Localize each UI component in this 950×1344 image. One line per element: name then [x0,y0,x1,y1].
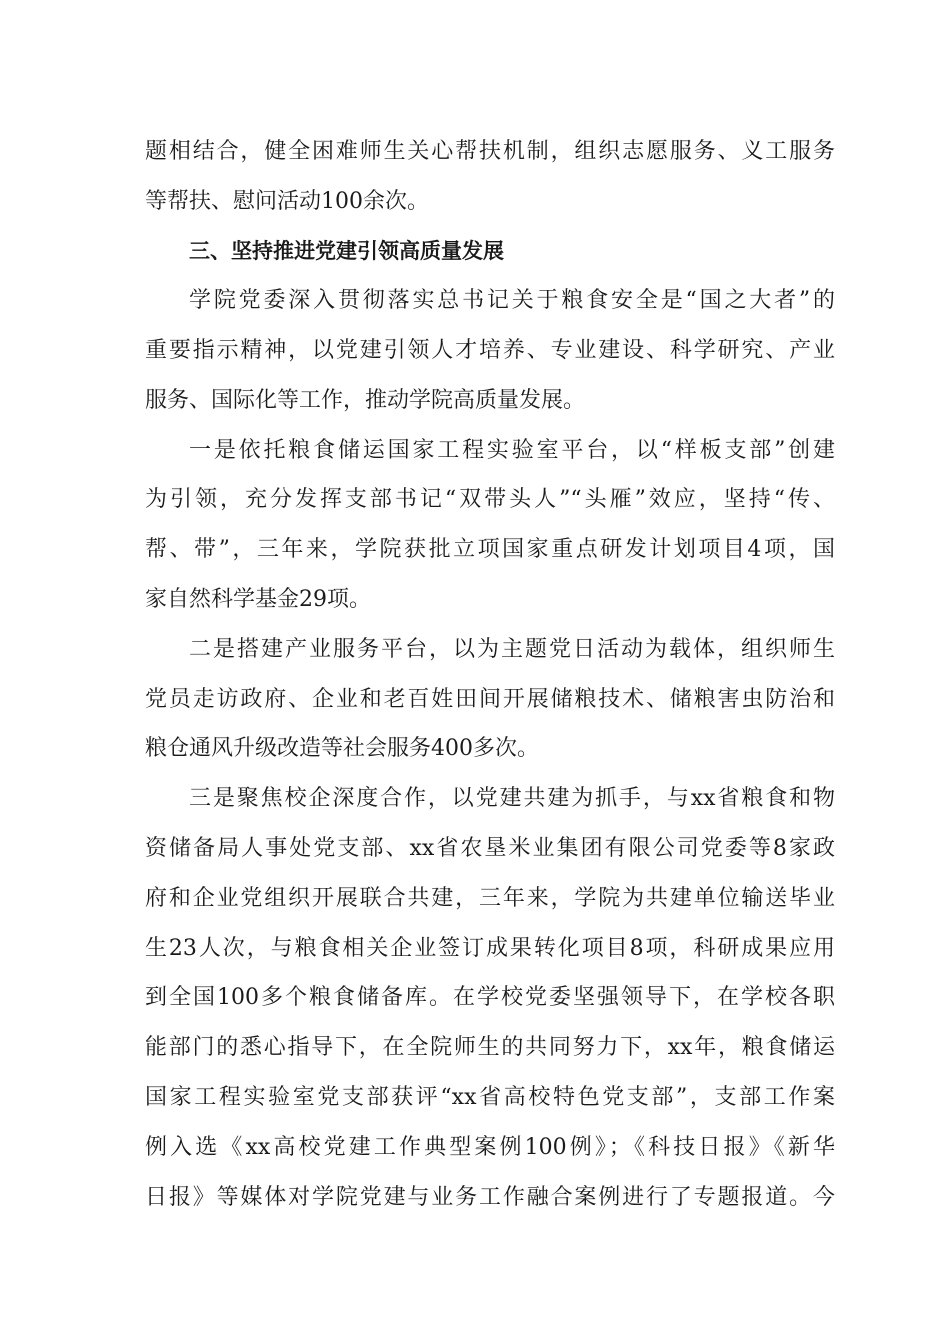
paragraph-line: 一是依托粮食储运国家工程实验室平台，以“样板支部”创建 [189,438,835,463]
paragraph-line: 题相结合，健全困难师生关心帮扶机制，组织志愿服务、义工服务 [145,139,835,164]
paragraph-line: 国家工程实验室党支部获评“xx省高校特色党支部”，支部工作案 [145,1085,835,1110]
paragraph-line: 府和企业党组织开展联合共建，三年来，学院为共建单位输送毕业 [145,886,835,911]
paragraph-line: 到全国100多个粮食储备库。在学校党委坚强领导下，在学校各职 [145,985,835,1010]
paragraph-line: 学院党委深入贯彻落实总书记关于粮食安全是“国之大者”的 [189,288,835,313]
paragraph-line: 二是搭建产业服务平台，以为主题党日活动为载体，组织师生 [189,637,835,662]
paragraph-line: 家自然科学基金29项。 [145,587,371,612]
paragraph-line: 粮仓通风升级改造等社会服务400多次。 [145,736,539,761]
paragraph-line: 帮、带”，三年来，学院获批立项国家重点研发计划项目4项，国 [145,537,835,562]
paragraph-line: 为引领，充分发挥支部书记“双带头人”“头雁”效应，坚持“传、 [145,487,835,512]
paragraph-line: 生23人次，与粮食相关企业签订成果转化项目8项，科研成果应用 [145,936,835,961]
paragraph-line: 党员走访政府、企业和老百姓田间开展储粮技术、储粮害虫防治和 [145,687,835,712]
paragraph-line: 资储备局人事处党支部、xx省农垦米业集团有限公司党委等8家政 [145,836,835,861]
paragraph-line: 日报》等媒体对学院党建与业务工作融合案例进行了专题报道。今 [145,1185,835,1210]
paragraph-line: 等帮扶、慰问活动100余次。 [145,189,429,214]
paragraph-line: 服务、国际化等工作，推动学院高质量发展。 [145,388,586,413]
section-heading: 三、坚持推进党建引领高质量发展 [189,239,504,263]
paragraph-line: 能部门的悉心指导下，在全院师生的共同努力下，xx年，粮食储运 [145,1035,835,1060]
paragraph-line: 例入选《xx高校党建工作典型案例100例》；《科技日报》《新华 [145,1135,835,1160]
paragraph-line: 重要指示精神，以党建引领人才培养、专业建设、科学研究、产业 [145,338,835,363]
paragraph-line: 三是聚焦校企深度合作，以党建共建为抓手，与xx省粮食和物 [189,786,835,811]
